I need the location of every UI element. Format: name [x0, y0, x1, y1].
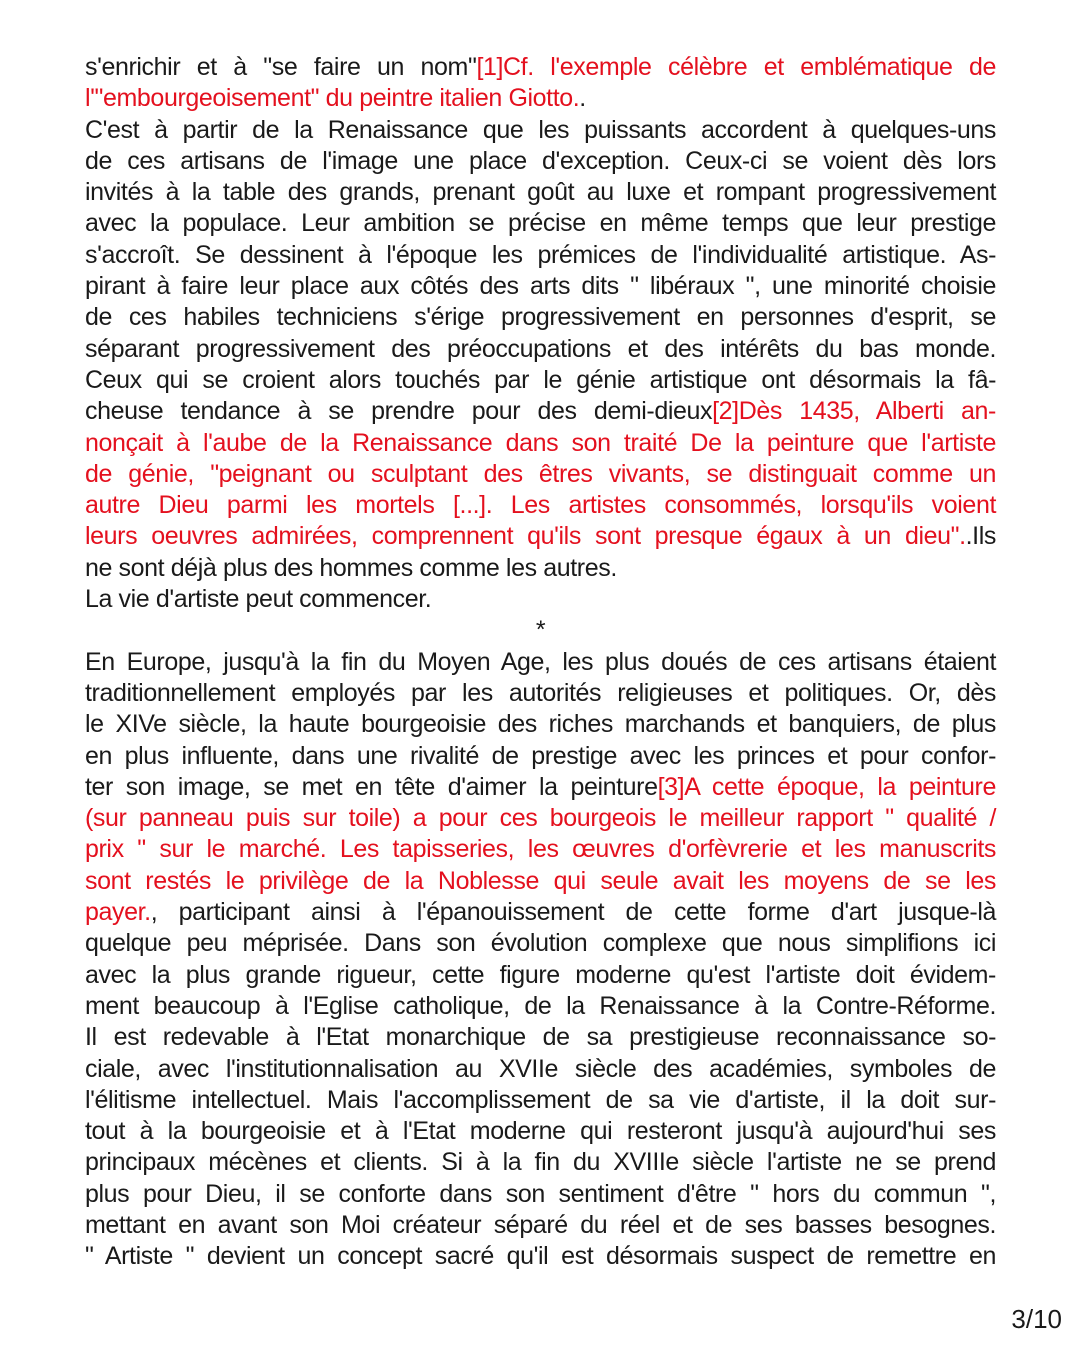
- body-text-block: [85, 52, 996, 1273]
- text-line: [85, 459, 996, 490]
- body-text-segment: avec la populace. Leur ambition se précise en même temps que leur prestige: [85, 209, 996, 238]
- footnote-text: nonçait à l'aube de la Renaissance dans son traité De la peinture que l'artiste: [85, 428, 996, 457]
- body-text-segment: ter son image, se met en tête d'aimer la peinture: [85, 772, 658, 801]
- text-line: [85, 365, 996, 396]
- text-line: [85, 396, 996, 427]
- text-line: [85, 553, 996, 584]
- body-text-segment: cheuse tendance à se prendre pour des demi-dieux: [85, 397, 713, 426]
- text-line: [85, 803, 996, 834]
- text-line: [85, 1241, 996, 1272]
- text-line: [85, 772, 996, 803]
- text-line: [85, 1116, 996, 1147]
- body-text-segment: s'enrichir et à "se faire un nom": [85, 53, 477, 81]
- text-line: [85, 584, 996, 615]
- footnote-text: [1]Cf. l'exemple célèbre et emblématique de: [476, 53, 996, 81]
- text-line: [85, 1085, 996, 1116]
- body-text-segment: de ces habiles techniciens s'érige progressivement en personnes d'esprit, se: [85, 303, 996, 332]
- body-text-segment: mettant en avant son Moi créateur séparé du réel et de ses basses besognes.: [85, 1210, 996, 1239]
- text-line: [85, 490, 996, 521]
- body-text-segment: quelque peu méprisée. Dans son évolution complexe que nous simplifions ici: [85, 929, 996, 958]
- text-line: [85, 1054, 996, 1085]
- footnote-text: payer.: [85, 898, 151, 927]
- body-text-segment: ment beaucoup à l'Eglise catholique, de la Renaissance à la Contre-Réforme.: [85, 991, 996, 1020]
- text-line: [85, 1210, 996, 1241]
- text-line: [85, 115, 996, 146]
- text-line: [85, 83, 996, 114]
- footnote-text: [2]Dès 1435, Alberti an-: [712, 397, 996, 426]
- body-text-segment: traditionnellement employés par les autorités religieuses et politiques. Or, dès: [85, 678, 996, 707]
- body-text-segment: plus pour Dieu, il se conforte dans son sentiment d'être " hors du commun ",: [85, 1179, 996, 1208]
- body-text-segment: Il est redevable à l'Etat monarchique de sa prestigieuse reconnaissance so-: [85, 1023, 996, 1052]
- footnote-text: leurs oeuvres admirées, comprennent qu'ils sont presque égaux à un dieu".: [85, 522, 966, 551]
- body-text-segment: , participant ainsi à l'épanouissement de cette forme d'art jusque-là: [150, 898, 996, 927]
- text-line: [85, 897, 996, 928]
- body-text-segment: ne sont déjà plus des hommes comme les autres.: [85, 553, 617, 582]
- section-separator: [85, 615, 996, 646]
- text-line: [85, 208, 996, 239]
- text-line: [85, 146, 996, 177]
- text-line: [85, 741, 996, 772]
- footnote-text: autre Dieu parmi les mortels [...]. Les artistes consommés, lorsqu'ils voient: [85, 491, 996, 520]
- footnote-text: (sur panneau puis sur toile) a pour ces bourgeois le meilleur rapport " qualité /: [85, 804, 996, 833]
- text-line: [85, 1147, 996, 1178]
- body-text-segment: *: [535, 616, 546, 645]
- body-text-segment: " Artiste " devient un concept sacré qu'il est désormais suspect de remettre en: [85, 1242, 996, 1271]
- body-text-segment: avec la plus grande rigueur, cette figure moderne qu'est l'artiste doit évidem-: [85, 960, 996, 989]
- text-line: [85, 991, 996, 1022]
- text-line: [85, 334, 996, 365]
- body-text-segment: s'accroît. Se dessinent à l'époque les prémices de l'individualité artistique. As-: [85, 240, 996, 269]
- body-text-segment: invités à la table des grands, prenant goût au luxe et rompant progressivement: [85, 178, 996, 207]
- body-text-segment: séparant progressivement des préoccupations et des intérêts du bas monde.: [85, 334, 996, 363]
- text-line: [85, 866, 996, 897]
- text-line: [85, 834, 996, 865]
- text-line: [85, 240, 996, 271]
- body-text-segment: .: [579, 84, 586, 113]
- text-line: [85, 928, 996, 959]
- footnote-text: prix " sur le marché. Les tapisseries, les œuvres d'orfèvrerie et les manuscrits: [85, 835, 996, 864]
- body-text-segment: en plus influente, dans une rivalité de prestige avec les princes et pour confor-: [85, 741, 996, 770]
- body-text-segment: pirant à faire leur place aux côtés des arts dits " libéraux ", une minorité choisie: [85, 272, 996, 301]
- text-line: [85, 1022, 996, 1053]
- text-line: [85, 428, 996, 459]
- body-text-segment: Ceux qui se croient alors touchés par le génie artistique ont désormais la fâ-: [85, 365, 996, 394]
- text-line: [85, 1179, 996, 1210]
- body-text-segment: .Ils: [965, 522, 996, 551]
- body-text-segment: l'élitisme intellectuel. Mais l'accomplissement de sa vie d'artiste, il la doit sur-: [85, 1085, 996, 1114]
- body-text-segment: de ces artisans de l'image une place d'exception. Ceux-ci se voient dès lors: [85, 146, 996, 175]
- text-line: [85, 678, 996, 709]
- body-text-segment: C'est à partir de la Renaissance que les puissants accordent à quelques-uns: [85, 115, 996, 144]
- body-text-segment: tout à la bourgeoisie et à l'Etat moderne qui resteront jusqu'à aujourd'hui ses: [85, 1117, 996, 1146]
- footnote-text: l'"embourgeoisement" du peintre italien Giotto.: [85, 84, 580, 113]
- text-line: [85, 960, 996, 991]
- body-text-segment: En Europe, jusqu'à la fin du Moyen Age, les plus doués de ces artisans étaient: [85, 647, 996, 676]
- text-line: [85, 302, 996, 333]
- body-text-segment: ciale, avec l'institutionnalisation au XVIIe siècle des académies, symboles de: [85, 1054, 996, 1083]
- footnote-text: sont restés le privilège de la Noblesse qui seule avait les moyens de se les: [85, 866, 996, 895]
- body-text-segment: La vie d'artiste peut commencer.: [85, 585, 432, 614]
- text-line: [85, 521, 996, 552]
- body-text-segment: le XIVe siècle, la haute bourgeoisie des riches marchands et banquiers, de plus: [85, 710, 996, 739]
- text-line: [85, 271, 996, 302]
- body-text-segment: principaux mécènes et clients. Si à la fin du XVIIIe siècle l'artiste ne se prend: [85, 1148, 996, 1177]
- text-line: [85, 52, 996, 83]
- footnote-text: [3]A cette époque, la peinture: [657, 772, 996, 801]
- page-number: 3/10: [1011, 1304, 1062, 1334]
- footnote-text: de génie, "peignant ou sculptant des êtres vivants, se distinguait comme un: [85, 459, 996, 488]
- text-line: [85, 177, 996, 208]
- text-line: [85, 647, 996, 678]
- text-line: [85, 709, 996, 740]
